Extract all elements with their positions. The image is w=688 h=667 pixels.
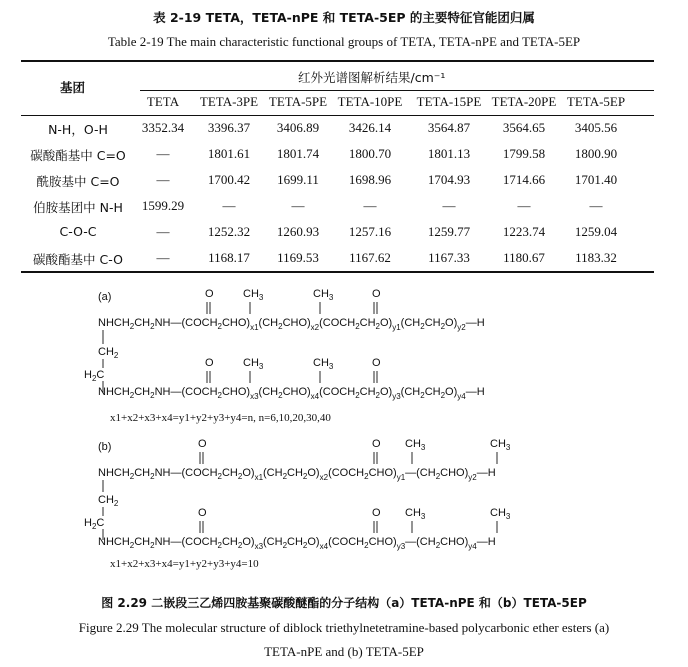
structure-a-label: (a) xyxy=(98,291,112,303)
table-cell: 3405.56 xyxy=(574,120,618,135)
chain-a-row2: $NHCH_2CH_2NH—(COCH_2CHO)_{x3}(CH_2CHO)_{x4}(COCH_2CH_2O)_{y3}(CH_2CH_2O)_{y4}—H$ xyxy=(98,386,485,401)
table-cell: 1701.40 xyxy=(574,172,618,187)
table-cell: 1700.42 xyxy=(207,172,251,187)
column-header: TETA-5PE xyxy=(268,94,328,109)
column-header: TETA-3PE xyxy=(199,94,259,109)
table-cell: — xyxy=(156,146,170,161)
row-group-label: 伯胺基团中 N-H xyxy=(33,200,123,215)
chain-b-row1: $NHCH_2CH_2NH—(COCH_2CH_2O)_{x1}(CH_2CH_2O)_{x2}(COCH_2CHO)_{y1}—(CH_2CHO)_{y2}—H$ xyxy=(98,467,496,482)
chain-a-row1: $NHCH_2CH_2NH—(COCH_2CHO)_{x1}(CH_2CHO)_{x2}(COCH_2CH_2O)_{y1}(CH_2CH_2O)_{y2}—H$ xyxy=(98,317,485,332)
column-header: TETA-15PE xyxy=(416,94,482,109)
table-header-rule xyxy=(21,115,654,116)
linker-ch2: $CH_2$ xyxy=(98,494,119,508)
table-cell: 3406.89 xyxy=(276,120,320,135)
linker-ch2: $CH_2$ xyxy=(98,346,119,360)
structure-a-constraint: x1+x2+x3+x4=y1+y2+y3+y4=n, n=6,10,20,30,40 xyxy=(110,412,331,424)
row-group-label: 碳酸酯基中 C-O xyxy=(33,252,123,267)
row-group-label: C-O-C xyxy=(59,224,97,239)
table-cell: — xyxy=(442,198,456,213)
table-bottom-rule xyxy=(21,271,654,273)
table-cell: 1800.90 xyxy=(574,146,618,161)
table-cell: — xyxy=(156,250,170,265)
table-cell: 1180.67 xyxy=(503,250,545,265)
row-group-label: 碳酸酯基中 C=O xyxy=(30,148,126,163)
table-cell: — xyxy=(589,198,603,213)
spectrum-header: 红外光谱图解析结果/cm⁻¹ xyxy=(298,70,446,85)
table-cell: 1699.11 xyxy=(277,172,319,187)
row-group-label: 酰胺基中 C=O xyxy=(36,174,120,189)
table-cell: 3564.87 xyxy=(427,120,471,135)
table-cell: 3396.37 xyxy=(207,120,251,135)
spectrum-header-rule xyxy=(140,90,654,91)
table-cell: 1257.16 xyxy=(348,224,392,239)
table-cell: 1260.93 xyxy=(276,224,320,239)
table-cell: 3352.34 xyxy=(141,120,185,135)
methyl-group: $CH_3$ xyxy=(490,507,511,521)
table-cell: 1801.61 xyxy=(207,146,251,161)
table-cell: 1168.17 xyxy=(208,250,250,265)
carbonyl-o: O xyxy=(372,288,381,300)
column-header: TETA xyxy=(146,94,180,109)
group-column-header: 基团 xyxy=(60,80,86,95)
linker-h2c: $H_2C$ xyxy=(84,517,105,531)
table-cell: 3426.14 xyxy=(348,120,392,135)
table-cell: 1704.93 xyxy=(427,172,471,187)
table-cell: 1259.04 xyxy=(574,224,618,239)
table-cell: 1167.33 xyxy=(428,250,470,265)
carbonyl-o: O xyxy=(198,507,207,519)
methyl-group: $CH_3$ xyxy=(405,507,426,521)
table-cell: — xyxy=(291,198,305,213)
structure-b-diagram xyxy=(0,430,688,575)
table-cell: — xyxy=(156,224,170,239)
table-cell: 1801.74 xyxy=(276,146,320,161)
table-cell: — xyxy=(517,198,531,213)
table-cell: 1714.66 xyxy=(502,172,546,187)
table-title-zh: 表 2-19 TETA，TETA-nPE 和 TETA-5EP 的主要特征官能团归属 xyxy=(153,10,535,25)
figure-caption-en-line2: TETA-nPE and (b) TETA-5EP xyxy=(264,644,424,659)
structure-b-constraint: x1+x2+x3+x4=y1+y2+y3+y4=10 xyxy=(110,558,259,570)
table-cell: — xyxy=(156,172,170,187)
carbonyl-o: O xyxy=(205,357,214,369)
column-header: TETA-10PE xyxy=(337,94,403,109)
methyl-group: $CH_3$ xyxy=(243,357,264,371)
table-title-en: Table 2-19 The main characteristic functional groups of TETA, TETA-nPE and TETA-5EP xyxy=(107,34,581,49)
carbonyl-o: O xyxy=(372,357,381,369)
linker-h2c: $H_2C$ xyxy=(84,369,105,383)
table-cell: 1169.53 xyxy=(277,250,319,265)
table-top-rule xyxy=(21,60,654,62)
table-cell: 1252.32 xyxy=(207,224,251,239)
methyl-group: $CH_3$ xyxy=(490,438,511,452)
table-cell: 1801.13 xyxy=(427,146,471,161)
figure-caption-en-line1: Figure 2.29 The molecular structure of diblock triethylnetetramine-based polycarbonic ether esters (a) xyxy=(78,620,610,635)
table-cell: — xyxy=(222,198,236,213)
table-cell: — xyxy=(363,198,377,213)
figure-caption-zh: 图 2.29 二嵌段三乙烯四胺基聚碳酸醚酯的分子结构（a）TETA-nPE 和（b）TETA-5EP xyxy=(101,596,587,610)
table-cell: 1183.32 xyxy=(575,250,617,265)
methyl-group: $CH_3$ xyxy=(243,288,264,302)
table-cell: 1799.58 xyxy=(502,146,546,161)
row-group-label: N-H，O-H xyxy=(48,122,108,137)
column-header: TETA-20PE xyxy=(491,94,557,109)
column-header: TETA-5EP xyxy=(566,94,626,109)
table-cell: 3564.65 xyxy=(502,120,546,135)
carbonyl-o: O xyxy=(372,507,381,519)
table-cell: 1800.70 xyxy=(348,146,392,161)
structure-b-label: (b) xyxy=(98,441,112,453)
methyl-group: $CH_3$ xyxy=(405,438,426,452)
table-cell: 1599.29 xyxy=(141,198,185,213)
carbonyl-o: O xyxy=(205,288,214,300)
table-cell: 1223.74 xyxy=(502,224,546,239)
table-cell: 1259.77 xyxy=(427,224,471,239)
table-cell: 1698.96 xyxy=(348,172,392,187)
methyl-group: $CH_3$ xyxy=(313,357,334,371)
carbonyl-o: O xyxy=(198,438,207,450)
chain-b-row2: $NHCH_2CH_2NH—(COCH_2CH_2O)_{x3}(CH_2CH_2O)_{x4}(COCH_2CHO)_{y3}—(CH_2CHO)_{y4}—H$ xyxy=(98,536,496,551)
table-cell: 1167.62 xyxy=(349,250,391,265)
carbonyl-o: O xyxy=(372,438,381,450)
methyl-group: $CH_3$ xyxy=(313,288,334,302)
structure-a-diagram xyxy=(0,282,688,432)
